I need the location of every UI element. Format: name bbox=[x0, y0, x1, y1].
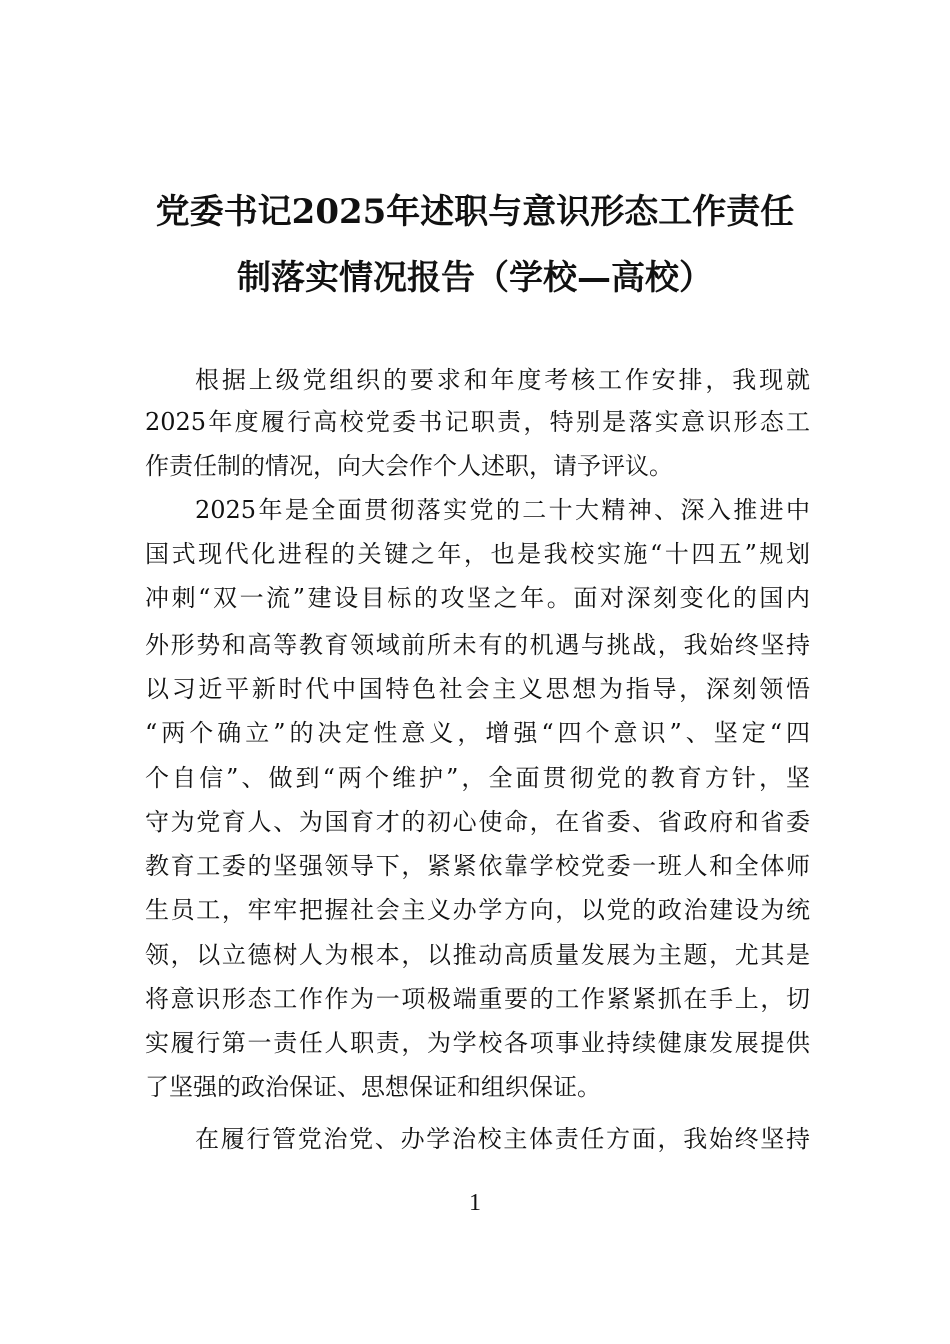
body-text-line: 作责任制的情况，向大会作个人述职，请予评议。 bbox=[145, 452, 673, 480]
body-text-line: 领，以立德树人为根本，以推动高质量发展为主题，尤其是 bbox=[145, 941, 810, 969]
page-number: 1 bbox=[469, 1190, 481, 1216]
body-text-line: 了坚强的政治保证、思想保证和组织保证。 bbox=[145, 1073, 601, 1101]
document-title-line-1: 党委书记2025年述职与意识形态工作责任 bbox=[155, 192, 795, 232]
body-text-line: 冲刺“双一流”建设目标的攻坚之年。面对深刻变化的国内 bbox=[145, 584, 810, 612]
body-text-line: 在履行管党治党、办学治校主体责任方面，我始终坚持 bbox=[195, 1125, 810, 1153]
body-text-line: 生员工，牢牢把握社会主义办学方向，以党的政治建设为统 bbox=[145, 896, 810, 924]
body-text-line: 守为党育人、为国育才的初心使命，在省委、省政府和省委 bbox=[145, 808, 810, 836]
body-text-line: 教育工委的坚强领导下，紧紧依靠学校党委一班人和全体师 bbox=[145, 852, 810, 880]
body-text-line: 2025年度履行高校党委书记职责，特别是落实意识形态工 bbox=[145, 408, 810, 436]
body-text-line: 以习近平新时代中国特色社会主义思想为指导，深刻领悟 bbox=[145, 675, 810, 703]
body-text-line: 个自信”、做到“两个维护”，全面贯彻党的教育方针，坚 bbox=[145, 764, 810, 792]
body-text-line: 2025年是全面贯彻落实党的二十大精神、深入推进中 bbox=[195, 496, 810, 524]
body-text-line: 将意识形态工作作为一项极端重要的工作紧紧抓在手上，切 bbox=[145, 985, 810, 1013]
body-text-line: 国式现代化进程的关键之年，也是我校实施“十四五”规划 bbox=[145, 540, 810, 568]
body-text-line: “两个确立”的决定性意义，增强“四个意识”、坚定“四 bbox=[145, 719, 810, 747]
body-text-line: 根据上级党组织的要求和年度考核工作安排，我现就 bbox=[195, 366, 810, 394]
body-text-line: 实履行第一责任人职责，为学校各项事业持续健康发展提供 bbox=[145, 1029, 810, 1057]
body-text-line: 外形势和高等教育领域前所未有的机遇与挑战，我始终坚持 bbox=[145, 631, 810, 659]
document-title-line-2: 制落实情况报告（学校—高校） bbox=[237, 258, 713, 298]
